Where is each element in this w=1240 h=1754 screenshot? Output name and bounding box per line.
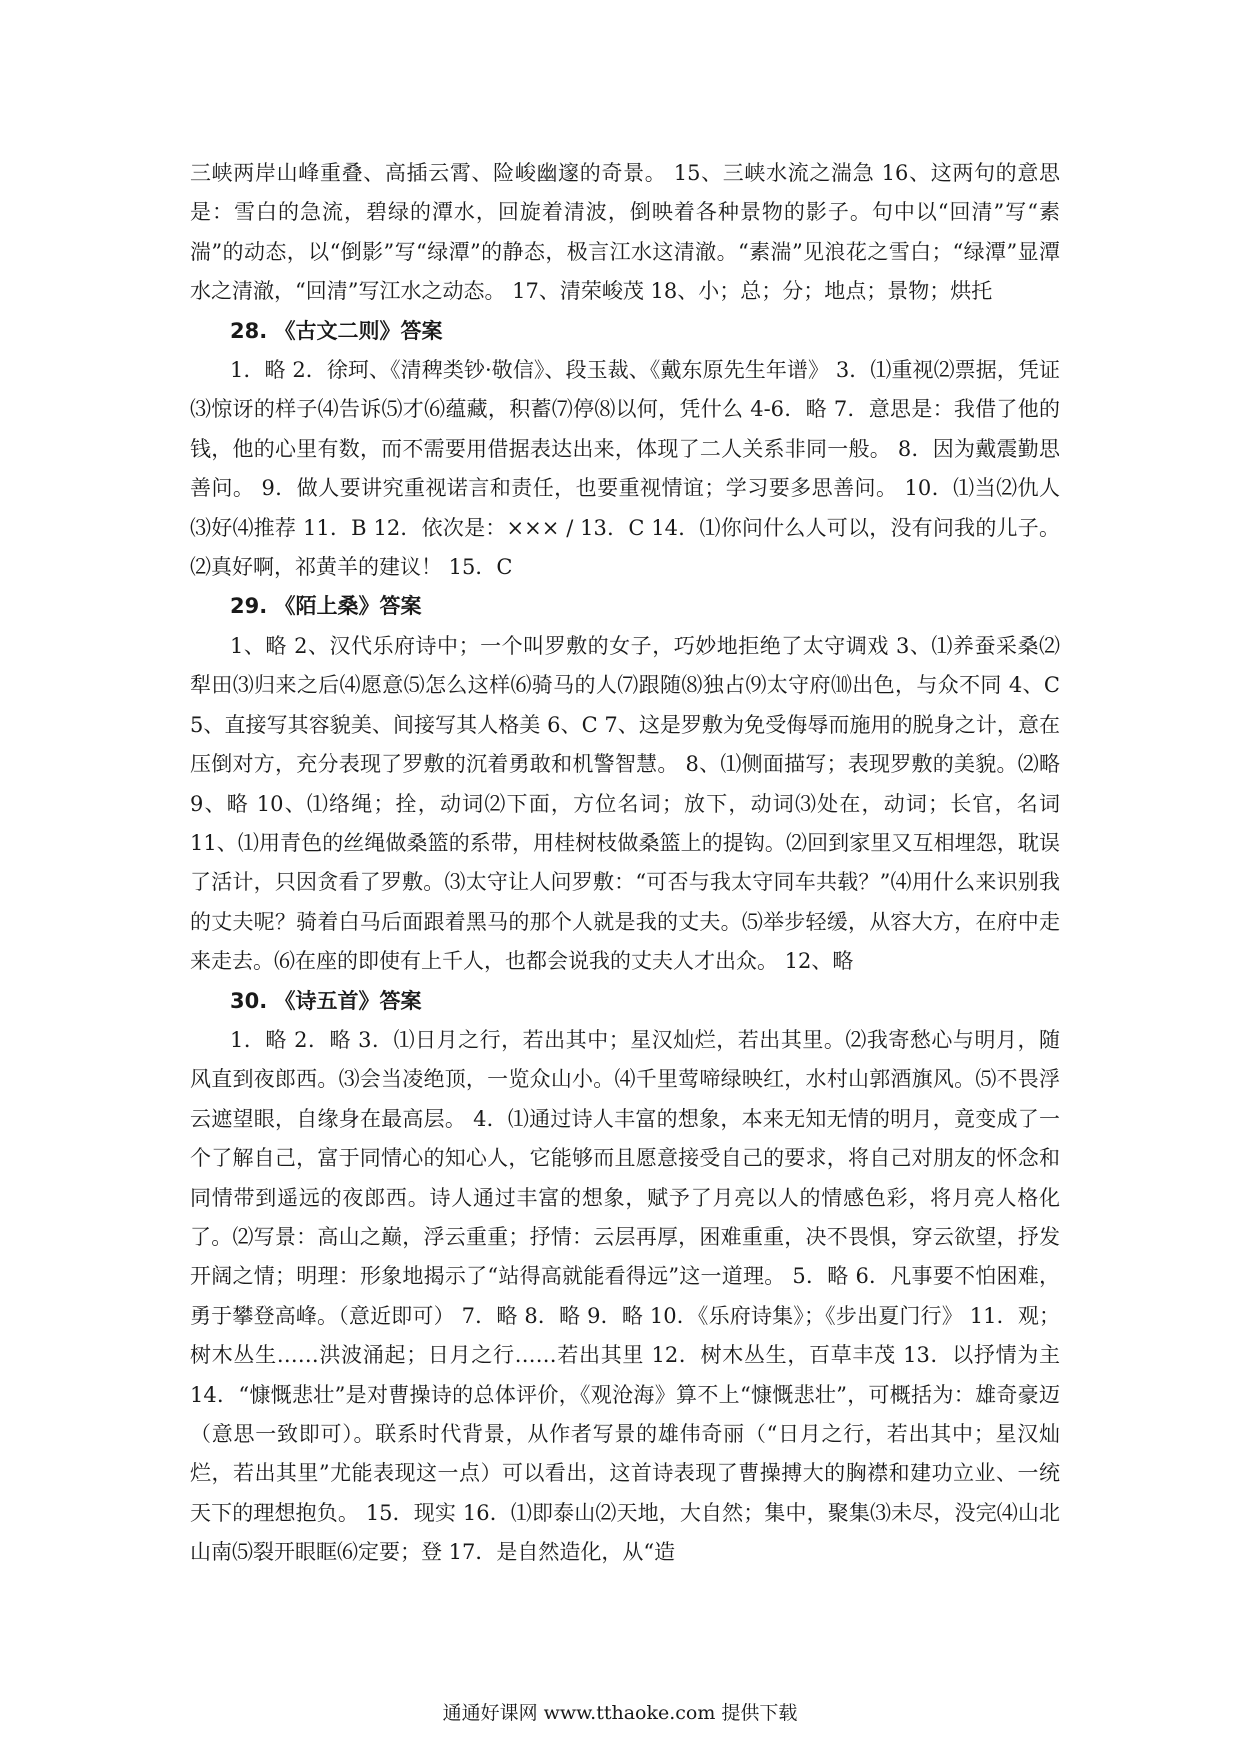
section-title-29: 29. 《陌上桑》答案 <box>230 594 422 619</box>
page-footer: 通通好课网 www.tthaoke.com 提供下载 <box>442 1702 798 1724</box>
section-body-30: 1．略 2．略 3．⑴日月之行，若出其中；星汉灿烂，若出其里。⑵我寄愁心与明月，随风直到夜郎西。⑶会当凌绝顶，一览众山小。⑷千里莺啼绿映红，水村山郭酒旗风。⑸不畏浮云遮望眼，自缘身在最高层。 4．⑴通过诗人丰富的想象，本来无知无情的明月，竟变成了一个了解自己，富于同情心的知心人，它能够而且愿意接受自己的要求，将自己对朋友的怀念和同情带到遥远的夜郎西。诗人通过丰富的想象，赋予了月亮以人的情感色彩，将月亮人格化了。⑵写景：高山之巅，浮云重重；抒情：云层再厚，困难重重，决不畏惧，穿云欲望，抒发开阔之情；明理：形象地揭示了“站得高就能看得远”这一道理。 5．略 6．凡事要不怕困难，勇于攀登高峰。（意近即可） 7．略 8．略 9．略 10．《乐府诗集》；《步出夏门行》 11．观；树木丛生……洪波涌起；日月之行……若出其里 12．树木丛生，百草丰茂 13．以抒情为主 14．“慷慨悲壮”是对曹操诗的总体评价，《观沧海》算不上“慷慨悲壮”，可概括为：雄奇豪迈（意思一致即可）。联系时代背景，从作者写景的雄伟奇丽（“日月之行，若出其中；星汉灿烂，若出其里”尤能表现这一点）可以看出，这首诗表现了曹操搏大的胸襟和建功立业、一统天下的理想抱负。 15．现实 16．⑴即泰山⑵天地，大自然；集中，聚集⑶未尽，没完⑷山北山南⑸裂开眼眶⑹定要；登 17．是自然造化，从“造 <box>190 1027 1060 1565</box>
intro-paragraph: 三峡两岸山峰重叠、高插云霄、险峻幽邃的奇景。 15、三峡水流之湍急 16、这两句的意思是：雪白的急流，碧绿的潭水，回旋着清波，倒映着各种景物的影子。句中以“回清”写“素湍”的动态，以“倒影”写“绿潭”的静态，极言江水这清澈。“素湍”见浪花之雪白；“绿潭”显潭水之清澈，“回清”写江水之动态。 17、清荣峻茂 18、小；总；分；地点；景物；烘托 <box>190 161 1060 304</box>
section-body-29: 1、略 2、汉代乐府诗中；一个叫罗敷的女子，巧妙地拒绝了太守调戏 3、⑴养蚕采桑⑵犁田⑶归来之后⑷愿意⑸怎么这样⑹骑马的人⑺跟随⑻独占⑼太守府⑽出色，与众不同 4、C 5、直接写其容貌美、间接写其人格美 6、C 7、这是罗敷为免受侮辱而施用的脱身之计，意在压倒对方，充分表现了罗敷的沉着勇敢和机警智慧。 8、⑴侧面描写；表现罗敷的美貌。⑵略 9、略 10、⑴络绳；拴，动词⑵下面，方位名词；放下，动词⑶处在，动词；长官，名词 11、⑴用青色的丝绳做桑篮的系带，用桂树枝做桑篮上的提钩。⑵回到家里又互相埋怨，耽误了活计，只因贪看了罗敷。⑶太守让人问罗敷：“可否与我太守同车共载？”⑷用什么来识别我的丈夫呢？骑着白马后面跟着黑马的那个人就是我的丈夫。⑸举步轻缓，从容大方，在府中走来走去。⑹在座的即使有上千人，也都会说我的丈夫人才出众。 12、略 <box>190 633 1060 974</box>
section-title-28: 28. 《古文二则》答案 <box>230 318 443 343</box>
document-page <box>190 154 1060 1573</box>
section-title-30: 30. 《诗五首》答案 <box>230 988 422 1013</box>
section-body-28: 1．略 2．徐珂、《清稗类钞·敬信》、段玉裁、《戴东原先生年谱》 3．⑴重视⑵票据，凭证⑶惊讶的样子⑷告诉⑸才⑹蕴藏，积蓄⑺停⑻以何，凭什么 4-6．略 7．意思是：我借了他的钱，他的心里有数，而不需要用借据表达出来，体现了二人关系非同一般。 8．因为戴震勤思善问。 9．做人要讲究重视诺言和责任，也要重视情谊；学习要多思善问。 10．⑴当⑵仇人⑶好⑷推荐 11．B 12．依次是：××× / 13．C 14．⑴你问什么人可以，没有问我的儿子。⑵真好啊，祁黄羊的建议！ 15．C <box>190 358 1060 580</box>
